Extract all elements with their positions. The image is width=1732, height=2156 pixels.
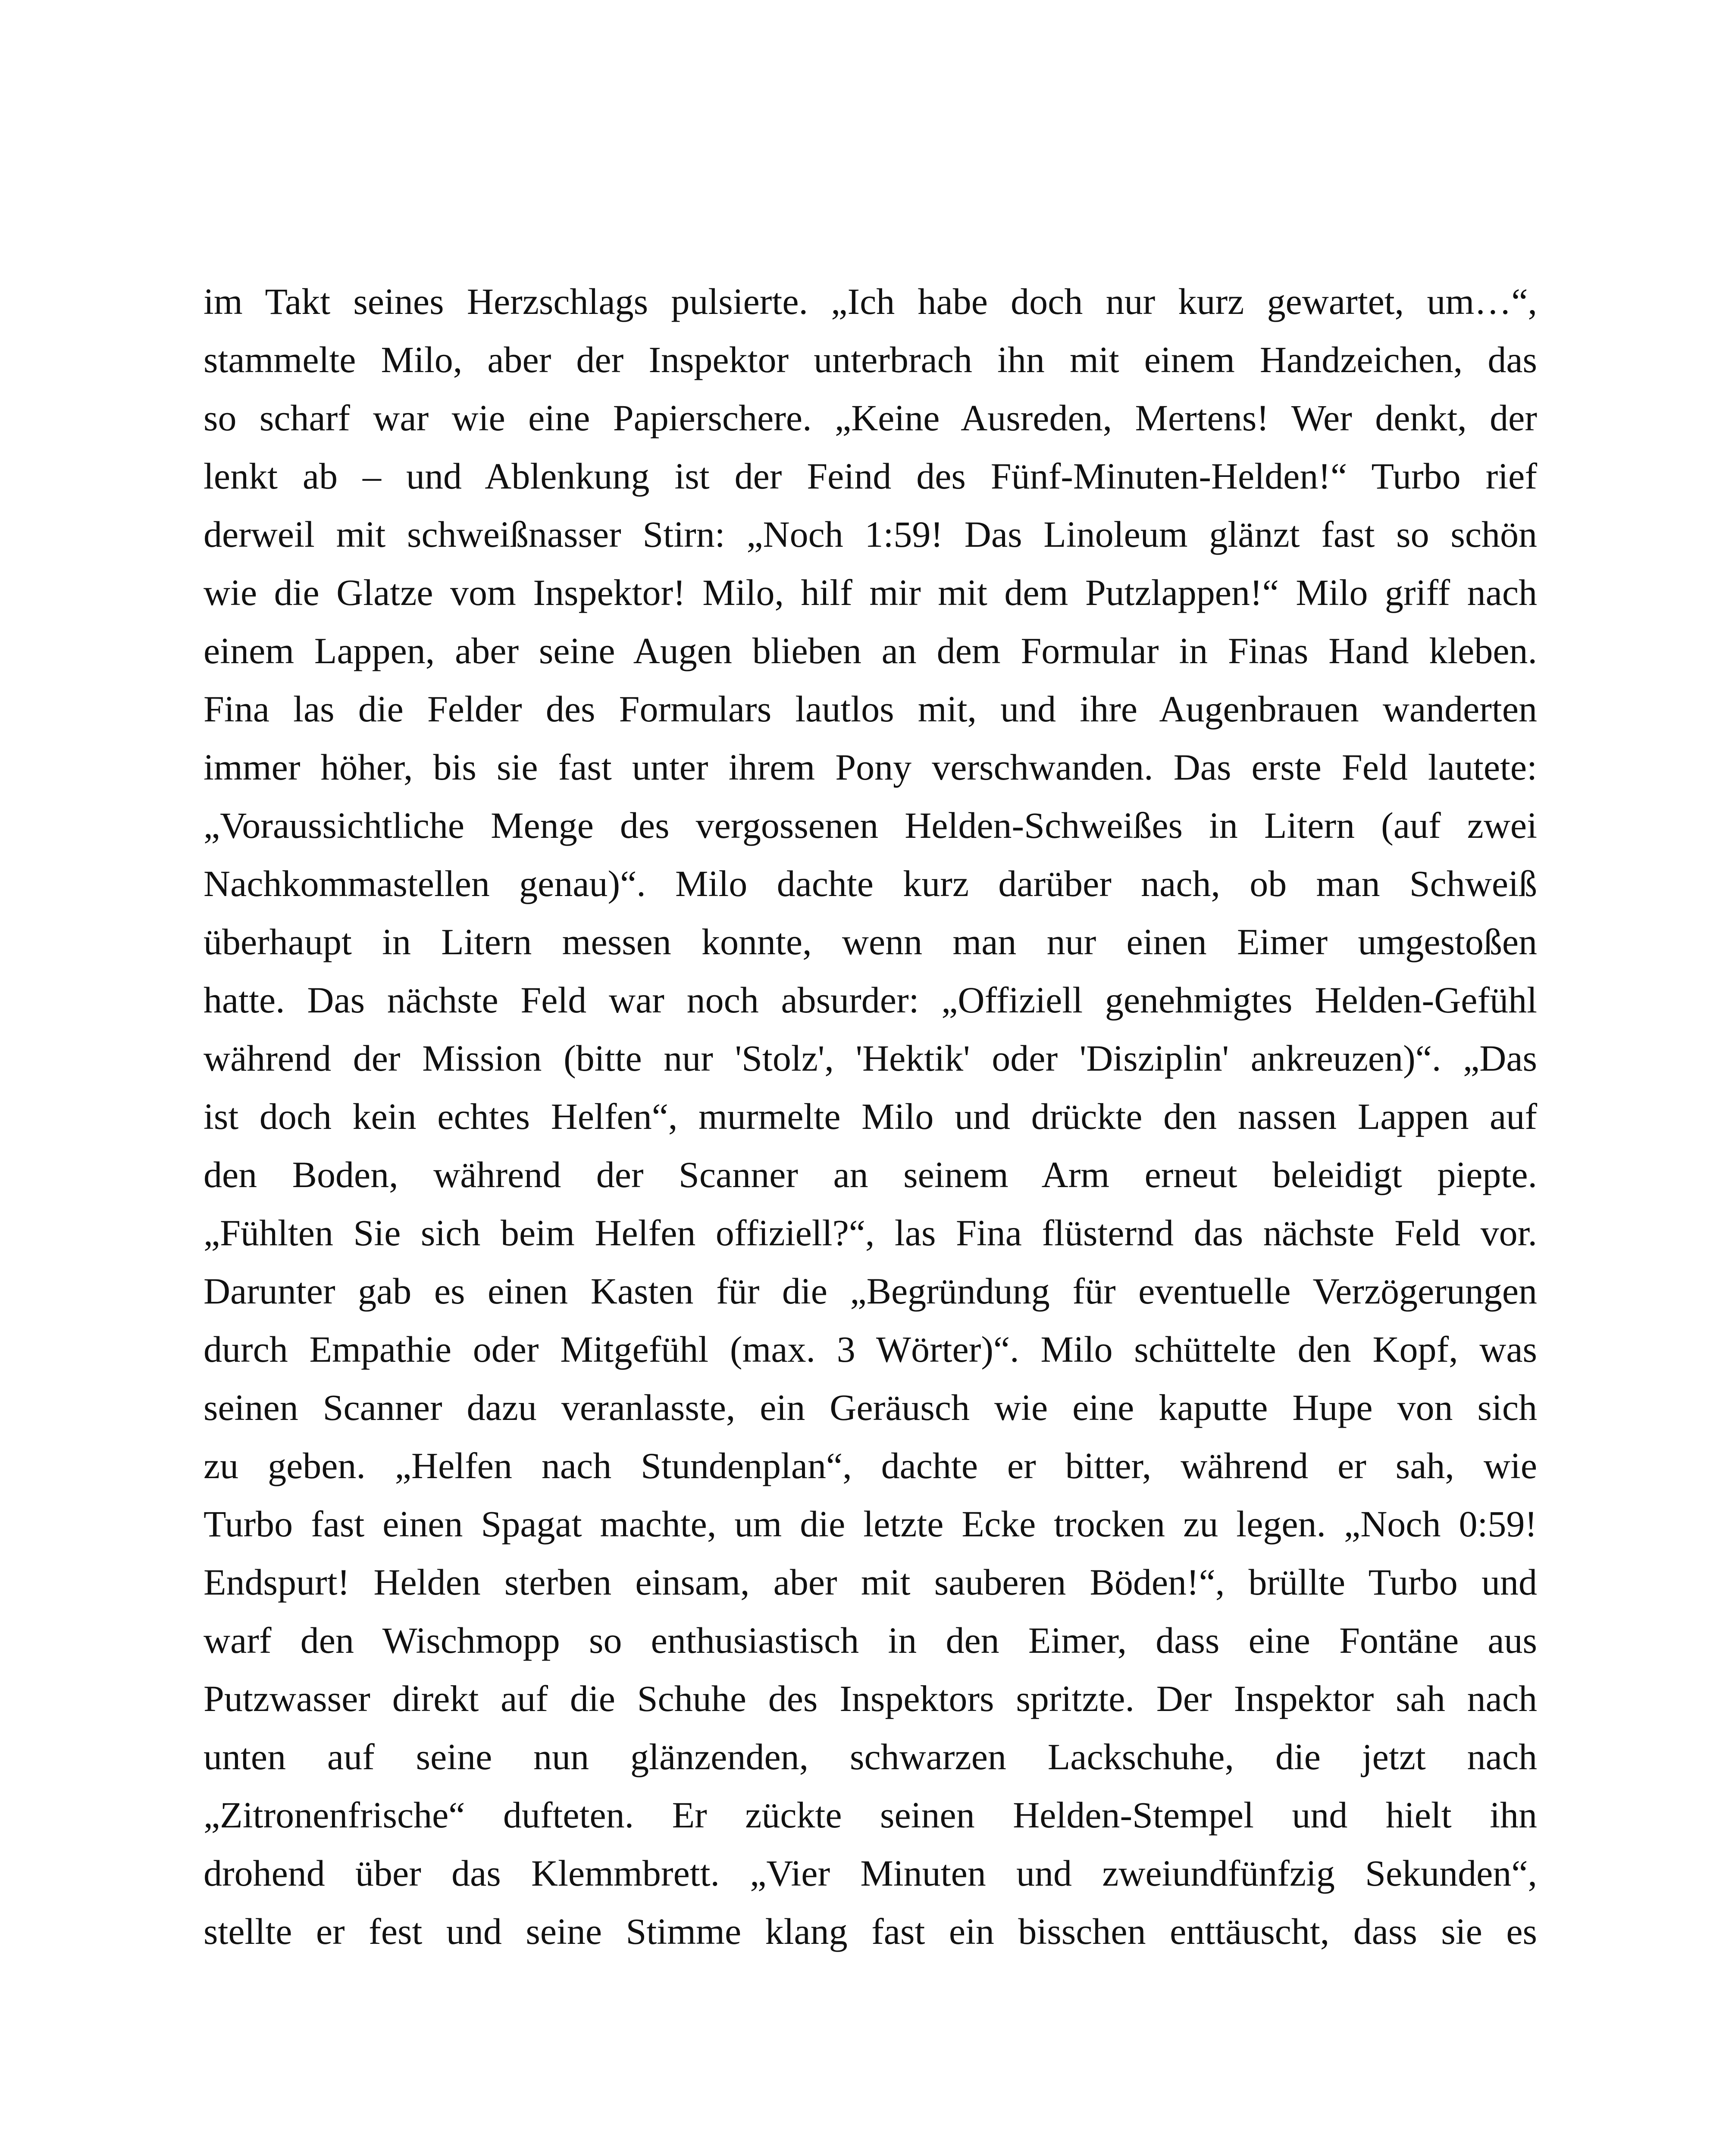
body-paragraph	[204, 273, 1537, 1961]
text-line: unten auf seine nun glänzenden, schwarzen Lackschuhe, die jetzt nach	[204, 1736, 1537, 1777]
text-line: immer höher, bis sie fast unter ihrem Pony verschwanden. Das erste Feld lautete:	[204, 746, 1537, 788]
text-line: Endspurt! Helden sterben einsam, aber mit sauberen Böden!“, brüllte Turbo und	[204, 1561, 1537, 1603]
text-line: Putzwasser direkt auf die Schuhe des Inspektors spritzte. Der Inspektor sah nach	[204, 1678, 1537, 1719]
text-line: ist doch kein echtes Helfen“, murmelte Milo und drückte den nassen Lappen auf	[204, 1096, 1537, 1137]
text-line: stammelte Milo, aber der Inspektor unterbrach ihn mit einem Handzeichen, das	[204, 339, 1537, 380]
text-line: hatte. Das nächste Feld war noch absurder: „Offiziell genehmigtes Helden-Gefühl	[204, 979, 1537, 1021]
text-line: einem Lappen, aber seine Augen blieben an dem Formular in Finas Hand kleben.	[204, 630, 1537, 671]
text-line: Nachkommastellen genau)“. Milo dachte kurz darüber nach, ob man Schweiß	[204, 863, 1537, 904]
text-line: drohend über das Klemmbrett. „Vier Minuten und zweiundfünfzig Sekunden“,	[204, 1852, 1537, 1894]
text-line: im Takt seines Herzschlags pulsierte. „Ich habe doch nur kurz gewartet, um…“,	[204, 281, 1537, 322]
text-line: während der Mission (bitte nur 'Stolz', 'Hektik' oder 'Disziplin' ankreuzen)“. „Das	[204, 1037, 1537, 1079]
text-line: lenkt ab – und Ablenkung ist der Feind des Fünf-Minuten-Helden!“ Turbo rief	[204, 455, 1537, 497]
text-line: „Fühlten Sie sich beim Helfen offiziell?“, las Fina flüsternd das nächste Feld vor.	[204, 1212, 1537, 1253]
text-line: zu geben. „Helfen nach Stundenplan“, dachte er bitter, während er sah, wie	[204, 1445, 1537, 1486]
text-line: „Voraussichtliche Menge des vergossenen Helden-Schweißes in Litern (auf zwei	[204, 805, 1537, 846]
text-line: wie die Glatze vom Inspektor! Milo, hilf mir mit dem Putzlappen!“ Milo griff nach	[204, 572, 1537, 613]
text-line: so scharf war wie eine Papierschere. „Keine Ausreden, Mertens! Wer denkt, der	[204, 397, 1537, 439]
text-line: derweil mit schweißnasser Stirn: „Noch 1:59! Das Linoleum glänzt fast so schön	[204, 514, 1537, 555]
text-line: Turbo fast einen Spagat machte, um die letzte Ecke trocken zu legen. „Noch 0:59!	[204, 1503, 1537, 1545]
text-line: warf den Wischmopp so enthusiastisch in den Eimer, dass eine Fontäne aus	[204, 1620, 1537, 1661]
text-line: Darunter gab es einen Kasten für die „Begründung für eventuelle Verzögerungen	[204, 1270, 1537, 1312]
text-line: seinen Scanner dazu veranlasste, ein Geräusch wie eine kaputte Hupe von sich	[204, 1387, 1537, 1428]
text-line: stellte er fest und seine Stimme klang fast ein bisschen enttäuscht, dass sie es	[204, 1911, 1537, 1952]
text-line: „Zitronenfrische“ dufteten. Er zückte seinen Helden-Stempel und hielt ihn	[204, 1794, 1537, 1836]
text-line: durch Empathie oder Mitgefühl (max. 3 Wörter)“. Milo schüttelte den Kopf, was	[204, 1329, 1537, 1370]
text-line: Fina las die Felder des Formulars lautlos mit, und ihre Augenbrauen wanderten	[204, 688, 1537, 730]
text-line: den Boden, während der Scanner an seinem Arm erneut beleidigt piepte.	[204, 1154, 1537, 1195]
text-line: überhaupt in Litern messen konnte, wenn man nur einen Eimer umgestoßen	[204, 921, 1537, 962]
